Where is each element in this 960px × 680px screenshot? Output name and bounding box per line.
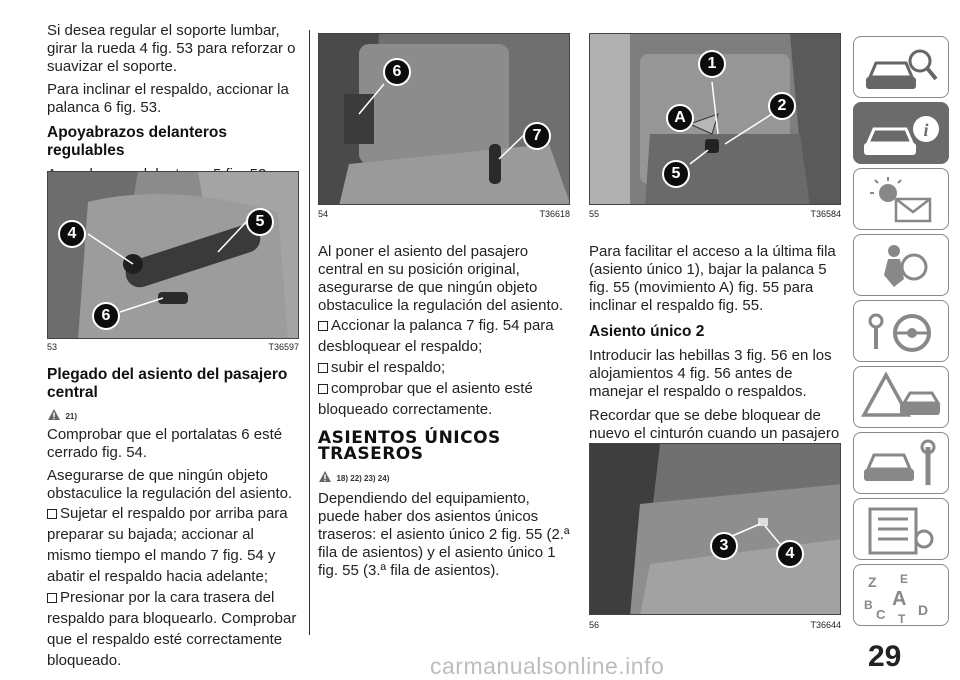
bullet-box-icon [318, 321, 328, 331]
figure-56-image [589, 443, 841, 615]
bullet-item: comprobar que el asiento esté bloqueado correctamente. [318, 380, 533, 418]
alphabet-index-icon [854, 565, 950, 627]
paragraph-lumbar: Si desea regular el soporte lumbar, girar la rueda 4 fig. 53 para reforzar o suavizar el soporte. [47, 22, 296, 75]
figure-56-illustration [590, 444, 841, 615]
figure-54-image [318, 33, 570, 205]
column-1 [47, 22, 299, 184]
index-letter: A [892, 588, 907, 610]
paragraph-access-last-row: Para facilitar el acceso a la última fila (asiento único 1), bajar la palanca 5 fig. 55 (movimiento A) fig. 55 para inclinar el respaldo fig. 55. [589, 243, 836, 314]
paragraph-recline: Para inclinar el respaldo, accionar la palanca 6 fig. 53. [47, 81, 289, 116]
index-letter: Z [868, 574, 877, 590]
key-steering-wheel-icon [854, 301, 950, 363]
figure-number: 53 [47, 342, 58, 352]
heading-single-seat-2: Asiento único 2 [589, 323, 705, 340]
callout-7: 7 [523, 122, 551, 150]
warning-triangle-icon [47, 408, 61, 421]
warning-ref: 18) 22) 23) 24) [336, 474, 390, 483]
callout-4: 4 [58, 220, 86, 248]
paragraph-relock-belt: Recordar que se debe bloquear de nuevo el cinturón cuando un pasajero [589, 407, 840, 442]
paragraph-can-holder: Comprobar que el portalatas 6 esté cerrado fig. 54. [47, 426, 283, 461]
tab-maintenance[interactable] [853, 432, 949, 494]
tab-index[interactable] [853, 564, 949, 626]
section-heading-line-2: TRASEROS [318, 444, 424, 464]
figure-56-caption [589, 620, 841, 630]
tab-technical-data[interactable] [853, 498, 949, 560]
index-letter: B [864, 598, 873, 612]
index-letter: D [918, 602, 929, 618]
warning-ref: 21) [65, 412, 78, 421]
callout-4: 4 [776, 540, 804, 568]
bullet-item: Accionar la palanca 7 fig. 54 para desbloquear el respaldo; [318, 317, 554, 355]
index-letter: E [900, 572, 909, 586]
figure-55-image [589, 33, 841, 205]
warning-triangle-car-icon [854, 367, 950, 429]
figure-number: 55 [589, 209, 600, 219]
column-2 [318, 243, 570, 580]
paragraph-return-seat: Al poner el asiento del pasajero central en su posición original, asegurarse de que ningún objeto obstaculice la regulación del asiento. [318, 243, 564, 314]
figure-53-image [47, 171, 299, 339]
callout-5: 5 [662, 160, 690, 188]
callout-a: A [666, 104, 694, 132]
column-divider [309, 30, 310, 635]
checklist-data-icon [854, 499, 950, 561]
tab-car-info[interactable] [853, 102, 949, 164]
figure-54-caption [318, 209, 570, 219]
figure-54-illustration [319, 34, 570, 205]
paragraph-no-objects: Asegurarse de que ningún objeto obstaculice la regulación del asiento. [47, 467, 293, 502]
paragraph-rear-seats: Dependiendo del equipamiento, puede haber dos asientos únicos traseros: el asiento único 2 fig. 55 (2.ª fila de asientos) y el asiento único 1 fig. 55 (3.ª fila de asientos). [318, 490, 570, 579]
warning-triangle-icon [318, 470, 332, 483]
bullet-item: Presionar por la cara trasera del respaldo para bloquearlo. Comprobar que el respaldo esté correctamente bloqueado. [47, 589, 297, 669]
bullet-box-icon [47, 509, 57, 519]
callout-1: 1 [698, 50, 726, 78]
figure-number: 56 [589, 620, 600, 630]
warning-ref-row [318, 468, 570, 484]
bullet-box-icon [47, 593, 57, 603]
bullet-box-icon [318, 363, 328, 373]
figure-53-illustration [48, 172, 299, 339]
callout-2: 2 [768, 92, 796, 120]
index-letter: T [898, 612, 906, 626]
car-wrench-icon [854, 433, 950, 495]
figure-53-caption [47, 342, 299, 352]
callout-5: 5 [246, 208, 274, 236]
airbag-person-icon [854, 235, 950, 297]
figure-number: 54 [318, 209, 329, 219]
heading-fold-seat: Plegado del asiento del pasajero central [47, 366, 288, 401]
tab-key-steering[interactable] [853, 300, 949, 362]
tab-airbag[interactable] [853, 234, 949, 296]
section-heading-line-1: ASIENTOS ÚNICOS [318, 428, 501, 448]
page-number: 29 [868, 640, 902, 673]
tab-emergency[interactable] [853, 366, 949, 428]
bullet-box-icon [318, 384, 328, 394]
paragraph-buckles: Introducir las hebillas 3 fig. 56 en los alojamientos 4 fig. 56 antes de manejar el respaldo o respaldos. [589, 347, 832, 400]
section-title [318, 430, 570, 462]
callout-6: 6 [383, 58, 411, 86]
car-search-icon [854, 37, 950, 99]
figure-code: T36644 [810, 620, 841, 630]
callout-3: 3 [710, 532, 738, 560]
column-3 [589, 243, 841, 461]
figure-55-caption [589, 209, 841, 219]
bullet-item: Sujetar el respaldo por arriba para preparar su bajada; accionar al mismo tiempo el mando 7 fig. 54 y abatir el respaldo hacia adelante; [47, 505, 288, 585]
figure-code: T36597 [268, 342, 299, 352]
watermark-text: carmanualsonline.info [430, 653, 665, 679]
figure-code: T36584 [810, 209, 841, 219]
figure-code: T36618 [539, 209, 570, 219]
tab-warning-lights[interactable] [853, 168, 949, 230]
tab-car-search[interactable] [853, 36, 949, 98]
heading-armrests: Apoyabrazos delanteros regulables [47, 124, 228, 159]
index-letter: C [876, 607, 886, 622]
callout-6: 6 [92, 302, 120, 330]
warning-ref-row [47, 406, 299, 422]
bullet-item: subir el respaldo; [318, 357, 570, 378]
svg-text:i: i [923, 120, 929, 140]
column-1-lower [47, 366, 299, 671]
car-info-icon [854, 103, 950, 165]
warning-lights-icon [854, 169, 950, 231]
